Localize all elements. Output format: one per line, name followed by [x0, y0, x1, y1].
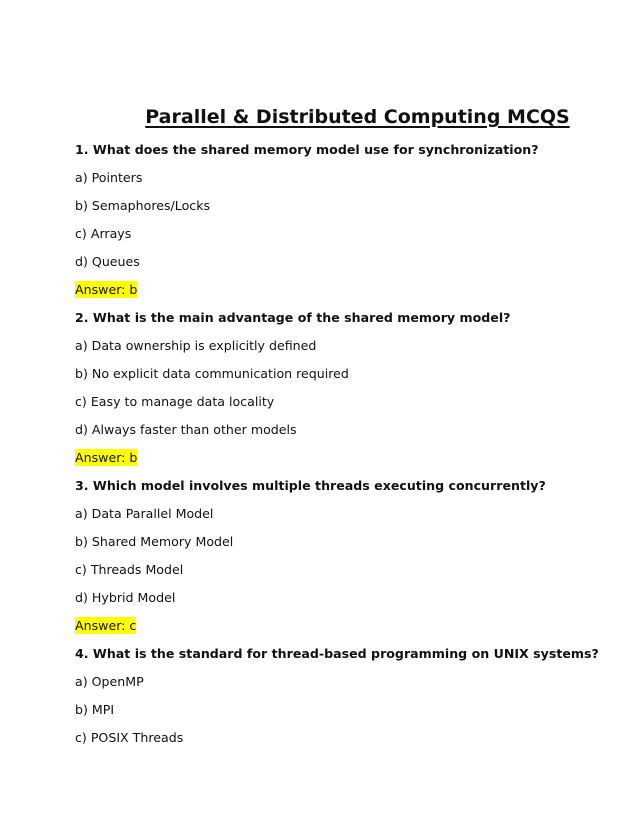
option-text: b) Shared Memory Model — [75, 534, 234, 549]
answer-highlight: Answer: b — [75, 282, 138, 297]
question-text: 2. What is the main advantage of the shared memory model? — [75, 310, 511, 325]
option-text: d) Queues — [75, 254, 140, 269]
option-text: c) POSIX Threads — [75, 730, 184, 745]
option-text: c) Threads Model — [75, 562, 184, 577]
option-text: a) Pointers — [75, 170, 143, 185]
answer-line — [75, 612, 595, 640]
page-title: Parallel & Distributed Computing MCQS — [145, 106, 570, 128]
question-text: 1. What does the shared memory model use for synchronization? — [75, 142, 539, 157]
option-text: b) MPI — [75, 702, 115, 717]
option-text: a) Data Parallel Model — [75, 506, 214, 521]
question-list — [75, 136, 599, 752]
answer-line — [75, 276, 595, 304]
option-text: b) No explicit data communication required — [75, 366, 349, 381]
answer-highlight: Answer: c — [75, 618, 137, 633]
answer-highlight: Answer: b — [75, 450, 138, 465]
answer-line — [75, 444, 595, 472]
option-text: d) Always faster than other models — [75, 422, 297, 437]
question-text: 3. Which model involves multiple threads executing concurrently? — [75, 478, 546, 493]
option-text: b) Semaphores/Locks — [75, 198, 211, 213]
option-text: c) Arrays — [75, 226, 132, 241]
option-text: a) Data ownership is explicitly defined — [75, 338, 317, 353]
question-text: 4. What is the standard for thread-based programming on UNIX systems? — [75, 646, 599, 661]
option-text: c) Easy to manage data locality — [75, 394, 275, 409]
option-text: a) OpenMP — [75, 674, 144, 689]
option-text: d) Hybrid Model — [75, 590, 176, 605]
